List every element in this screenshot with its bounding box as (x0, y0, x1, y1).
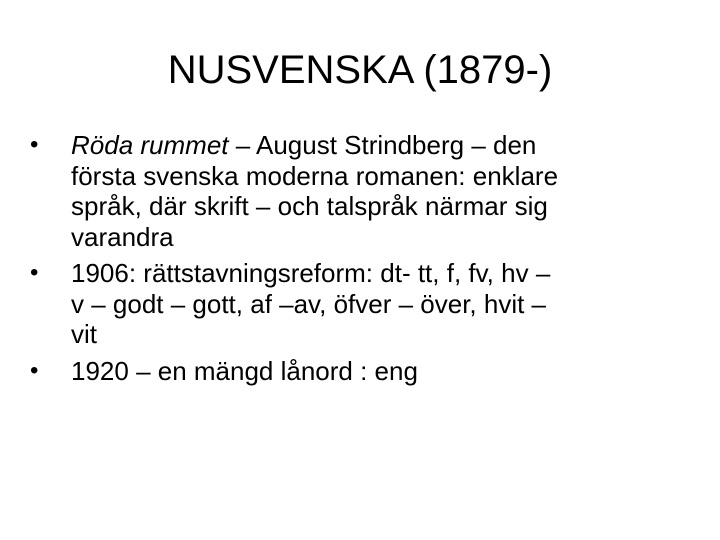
bullet-text: – August Strindberg – den (228, 130, 537, 160)
bullet-item-roda-rummet (30, 130, 690, 252)
bullet-line: vit (71, 319, 97, 349)
slide-title: NUSVENSKA (1879-) (167, 48, 553, 92)
bullet-line: språk, där skrift – och talspråk närmar sig (71, 191, 548, 221)
bullet-line (71, 130, 690, 161)
bullet-marker: • (30, 131, 39, 158)
bullet-line: varandra (71, 221, 174, 252)
bullet-marker: • (30, 259, 39, 286)
bullet-marker: • (30, 356, 39, 384)
bullet-line: första svenska moderna romanen: enklare (71, 160, 559, 191)
book-title: Röda rummet (71, 130, 229, 160)
bullet-line: 1920 – en mängd lånord : eng (71, 355, 418, 386)
bullet-line: 1906: rättstavningsreform: dt- tt, f, fv, hv – (71, 258, 551, 288)
bullet-line: v – godt – gott, af –av, öfver – över, hvit – (71, 288, 547, 319)
bullet-list (30, 130, 690, 392)
bullet-item-1906 (30, 258, 690, 350)
bullet-item-1920 (30, 356, 690, 387)
